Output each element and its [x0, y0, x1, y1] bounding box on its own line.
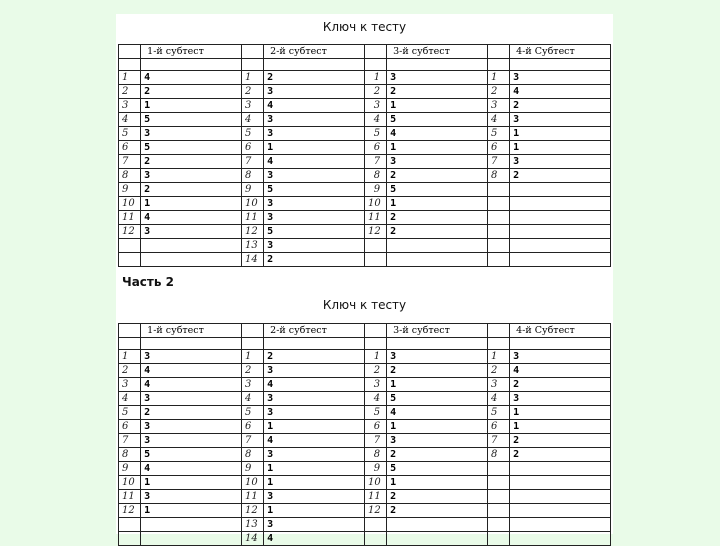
answer-cell — [510, 490, 611, 504]
subtest-header: 2-й субтест — [264, 45, 365, 59]
question-number: 7 — [487, 434, 509, 448]
question-number: 10 — [119, 197, 141, 211]
answer-cell: 3 — [264, 364, 365, 378]
answer-cell — [141, 253, 242, 267]
answer-cell: 2 — [387, 211, 488, 225]
question-number: 12 — [119, 504, 141, 518]
answer-cell — [510, 239, 611, 253]
question-number: 1 — [119, 71, 141, 85]
answer-cell: 2 — [387, 169, 488, 183]
answer-cell: 1 — [510, 141, 611, 155]
question-number: 6 — [487, 141, 509, 155]
answer-cell: 1 — [510, 420, 611, 434]
question-number: 6 — [241, 420, 263, 434]
question-number: 13 — [241, 518, 263, 532]
table-row — [119, 113, 611, 127]
answer-cell — [141, 532, 242, 546]
answer-cell — [510, 253, 611, 267]
question-number — [364, 239, 386, 253]
answer-cell: 3 — [387, 350, 488, 364]
question-number: 5 — [364, 406, 386, 420]
answer-cell: 3 — [141, 420, 242, 434]
question-number — [487, 197, 509, 211]
table-row — [119, 211, 611, 225]
answer-cell — [387, 532, 488, 546]
answer-cell: 4 — [141, 462, 242, 476]
question-number: 9 — [241, 462, 263, 476]
question-number: 8 — [241, 169, 263, 183]
answer-cell: 3 — [141, 127, 242, 141]
subtest-header: 4-й Субтест — [510, 324, 611, 338]
answer-cell: 3 — [264, 239, 365, 253]
question-number: 4 — [487, 392, 509, 406]
answer-cell: 3 — [510, 155, 611, 169]
question-number: 11 — [364, 490, 386, 504]
header-spacer — [241, 324, 263, 338]
question-number — [364, 532, 386, 546]
question-number: 1 — [487, 71, 509, 85]
question-number — [364, 253, 386, 267]
question-number: 13 — [241, 239, 263, 253]
question-number: 5 — [364, 127, 386, 141]
answer-cell: 3 — [264, 448, 365, 462]
table-row — [119, 448, 611, 462]
table-row — [119, 155, 611, 169]
question-number: 9 — [364, 183, 386, 197]
question-number — [487, 518, 509, 532]
question-number: 9 — [241, 183, 263, 197]
table-row — [119, 253, 611, 267]
answer-key-table-part2 — [118, 323, 611, 546]
question-number: 4 — [241, 113, 263, 127]
question-number: 8 — [364, 448, 386, 462]
answer-cell: 2 — [387, 490, 488, 504]
answer-cell: 3 — [387, 434, 488, 448]
table-row — [119, 462, 611, 476]
table-row — [119, 476, 611, 490]
question-number: 3 — [241, 378, 263, 392]
table-row — [119, 197, 611, 211]
header-spacer — [119, 45, 141, 59]
part-2-heading: Часть 2 — [122, 275, 174, 289]
answer-cell: 2 — [264, 350, 365, 364]
answer-cell: 1 — [387, 476, 488, 490]
question-number — [364, 518, 386, 532]
answer-cell: 2 — [387, 504, 488, 518]
question-number: 2 — [487, 364, 509, 378]
answer-cell: 3 — [264, 211, 365, 225]
question-number: 7 — [241, 434, 263, 448]
question-number: 3 — [119, 99, 141, 113]
answer-key-sheet — [116, 14, 613, 544]
answer-cell: 2 — [141, 85, 242, 99]
table-row — [119, 239, 611, 253]
question-number: 5 — [119, 127, 141, 141]
question-number: 4 — [364, 113, 386, 127]
answer-cell: 3 — [141, 350, 242, 364]
subtest-header: 1-й субтест — [141, 324, 242, 338]
answer-cell: 4 — [387, 406, 488, 420]
question-number: 5 — [241, 127, 263, 141]
answer-cell: 3 — [141, 490, 242, 504]
table-row — [119, 225, 611, 239]
question-number: 9 — [119, 462, 141, 476]
question-number: 3 — [119, 378, 141, 392]
table-row — [119, 490, 611, 504]
question-number: 9 — [119, 183, 141, 197]
question-number: 5 — [241, 406, 263, 420]
table-row — [119, 364, 611, 378]
header-spacer — [364, 324, 386, 338]
answer-cell: 1 — [264, 420, 365, 434]
answer-cell: 4 — [264, 434, 365, 448]
answer-cell: 5 — [387, 113, 488, 127]
question-number: 6 — [119, 420, 141, 434]
question-number — [119, 532, 141, 546]
question-number: 8 — [119, 448, 141, 462]
question-number — [487, 225, 509, 239]
question-number: 11 — [119, 490, 141, 504]
header-row — [119, 324, 611, 338]
answer-cell: 2 — [264, 71, 365, 85]
answer-cell — [387, 253, 488, 267]
answer-cell: 5 — [387, 462, 488, 476]
answer-cell: 5 — [264, 225, 365, 239]
subtest-header: 3-й субтест — [387, 45, 488, 59]
answer-cell — [510, 183, 611, 197]
question-number: 12 — [241, 225, 263, 239]
header-spacer — [364, 45, 386, 59]
question-number: 1 — [119, 350, 141, 364]
table-row — [119, 532, 611, 546]
answer-cell: 1 — [264, 476, 365, 490]
question-number: 2 — [119, 85, 141, 99]
answer-cell: 1 — [387, 420, 488, 434]
answer-key-table-part1 — [118, 44, 611, 267]
answer-cell: 1 — [387, 197, 488, 211]
question-number: 8 — [364, 169, 386, 183]
subtest-header: 4-й Субтест — [510, 45, 611, 59]
header-spacer — [487, 324, 509, 338]
question-number: 6 — [241, 141, 263, 155]
answer-cell: 1 — [387, 378, 488, 392]
table-row — [119, 420, 611, 434]
answer-cell: 3 — [387, 71, 488, 85]
question-number: 10 — [364, 476, 386, 490]
table-row — [119, 169, 611, 183]
question-number: 14 — [241, 253, 263, 267]
answer-cell: 3 — [510, 71, 611, 85]
question-number: 6 — [119, 141, 141, 155]
question-number — [487, 490, 509, 504]
header-spacer — [241, 45, 263, 59]
answer-cell — [510, 518, 611, 532]
table-row — [119, 378, 611, 392]
answer-cell: 4 — [141, 364, 242, 378]
answer-cell: 3 — [141, 434, 242, 448]
question-number: 8 — [119, 169, 141, 183]
question-number: 12 — [119, 225, 141, 239]
question-number: 1 — [364, 71, 386, 85]
question-number: 1 — [241, 350, 263, 364]
question-number: 3 — [364, 99, 386, 113]
answer-cell: 2 — [264, 253, 365, 267]
question-number — [119, 253, 141, 267]
question-number — [487, 504, 509, 518]
question-number: 8 — [487, 448, 509, 462]
answer-cell: 1 — [264, 141, 365, 155]
question-number: 5 — [487, 406, 509, 420]
table-row — [119, 350, 611, 364]
answer-cell: 1 — [141, 504, 242, 518]
answer-cell: 1 — [510, 406, 611, 420]
answer-cell: 2 — [141, 406, 242, 420]
spacer-row — [119, 338, 611, 350]
answer-cell — [141, 239, 242, 253]
answer-cell: 3 — [510, 350, 611, 364]
header-row — [119, 45, 611, 59]
answer-cell — [387, 518, 488, 532]
table-row — [119, 85, 611, 99]
question-number: 11 — [364, 211, 386, 225]
table-row — [119, 434, 611, 448]
question-number: 1 — [364, 350, 386, 364]
header-spacer — [119, 324, 141, 338]
answer-cell: 3 — [264, 490, 365, 504]
question-number: 7 — [241, 155, 263, 169]
answer-cell: 1 — [387, 99, 488, 113]
question-number: 7 — [487, 155, 509, 169]
question-number: 4 — [119, 392, 141, 406]
table-row — [119, 71, 611, 85]
answer-cell — [510, 197, 611, 211]
question-number: 10 — [241, 197, 263, 211]
answer-cell: 2 — [387, 364, 488, 378]
answer-cell: 2 — [510, 169, 611, 183]
answer-cell: 5 — [141, 448, 242, 462]
answer-cell: 4 — [141, 211, 242, 225]
answer-cell: 4 — [264, 378, 365, 392]
answer-cell: 1 — [141, 99, 242, 113]
answer-cell: 1 — [141, 197, 242, 211]
question-number — [119, 518, 141, 532]
table-row — [119, 406, 611, 420]
question-number: 7 — [364, 434, 386, 448]
answer-cell — [510, 211, 611, 225]
answer-cell: 3 — [141, 392, 242, 406]
answer-cell: 3 — [141, 225, 242, 239]
answer-cell: 2 — [510, 99, 611, 113]
table-row — [119, 183, 611, 197]
table-row — [119, 141, 611, 155]
spacer-row — [119, 59, 611, 71]
question-number: 1 — [487, 350, 509, 364]
question-number: 6 — [487, 420, 509, 434]
subtest-header: 3-й субтест — [387, 324, 488, 338]
question-number: 4 — [487, 113, 509, 127]
question-number: 12 — [364, 504, 386, 518]
question-number: 11 — [241, 490, 263, 504]
question-number: 3 — [364, 378, 386, 392]
question-number: 1 — [241, 71, 263, 85]
answer-cell: 3 — [264, 169, 365, 183]
subtest-header: 2-й субтест — [264, 324, 365, 338]
question-number: 3 — [487, 99, 509, 113]
answer-cell: 3 — [264, 518, 365, 532]
question-number: 2 — [119, 364, 141, 378]
answer-cell: 2 — [141, 183, 242, 197]
answer-cell: 2 — [510, 448, 611, 462]
question-number: 5 — [119, 406, 141, 420]
question-number — [119, 239, 141, 253]
answer-cell: 2 — [141, 155, 242, 169]
question-number: 8 — [241, 448, 263, 462]
answer-cell: 1 — [510, 127, 611, 141]
answer-cell: 1 — [387, 141, 488, 155]
answer-cell: 3 — [510, 113, 611, 127]
question-number: 4 — [119, 113, 141, 127]
question-number: 7 — [364, 155, 386, 169]
answer-cell: 5 — [141, 113, 242, 127]
answer-cell: 4 — [264, 155, 365, 169]
answer-cell: 3 — [264, 392, 365, 406]
header-spacer — [487, 45, 509, 59]
answer-cell: 3 — [387, 155, 488, 169]
question-number: 3 — [487, 378, 509, 392]
answer-cell: 3 — [264, 85, 365, 99]
answer-cell: 2 — [387, 225, 488, 239]
question-number: 14 — [241, 532, 263, 546]
answer-cell: 3 — [264, 406, 365, 420]
question-number: 11 — [241, 211, 263, 225]
table-row — [119, 504, 611, 518]
answer-cell: 4 — [141, 71, 242, 85]
question-number: 10 — [119, 476, 141, 490]
question-number — [487, 183, 509, 197]
answer-cell: 4 — [264, 99, 365, 113]
question-number: 7 — [119, 434, 141, 448]
answer-cell — [510, 225, 611, 239]
answer-cell: 2 — [510, 434, 611, 448]
answer-cell: 1 — [264, 504, 365, 518]
table-row — [119, 518, 611, 532]
question-number — [487, 239, 509, 253]
answer-cell: 1 — [141, 476, 242, 490]
answer-cell — [141, 518, 242, 532]
answer-cell: 4 — [510, 85, 611, 99]
question-number: 6 — [364, 141, 386, 155]
answer-cell: 2 — [510, 378, 611, 392]
question-number: 5 — [487, 127, 509, 141]
question-number: 8 — [487, 169, 509, 183]
question-number: 2 — [241, 85, 263, 99]
question-number: 7 — [119, 155, 141, 169]
answer-cell — [510, 504, 611, 518]
table-row — [119, 392, 611, 406]
answer-cell: 3 — [264, 197, 365, 211]
answer-cell: 5 — [387, 392, 488, 406]
question-number: 4 — [364, 392, 386, 406]
question-number — [487, 462, 509, 476]
key-title-part2: Ключ к тесту — [322, 298, 407, 312]
question-number — [487, 476, 509, 490]
answer-cell: 4 — [510, 364, 611, 378]
key-title-part1: Ключ к тесту — [322, 20, 407, 34]
table-row — [119, 127, 611, 141]
answer-cell — [510, 532, 611, 546]
answer-cell: 5 — [264, 183, 365, 197]
question-number: 3 — [241, 99, 263, 113]
answer-cell: 2 — [387, 85, 488, 99]
question-number: 2 — [487, 85, 509, 99]
answer-cell: 4 — [387, 127, 488, 141]
question-number — [487, 253, 509, 267]
question-number: 12 — [241, 504, 263, 518]
question-number: 9 — [364, 462, 386, 476]
question-number: 2 — [364, 364, 386, 378]
answer-cell: 5 — [387, 183, 488, 197]
question-number: 11 — [119, 211, 141, 225]
question-number: 6 — [364, 420, 386, 434]
question-number: 2 — [241, 364, 263, 378]
question-number: 10 — [241, 476, 263, 490]
answer-cell — [510, 476, 611, 490]
answer-cell — [387, 239, 488, 253]
question-number — [487, 211, 509, 225]
table-row — [119, 99, 611, 113]
question-number: 4 — [241, 392, 263, 406]
question-number — [487, 532, 509, 546]
answer-cell: 1 — [264, 462, 365, 476]
answer-cell: 5 — [141, 141, 242, 155]
answer-cell: 3 — [510, 392, 611, 406]
question-number: 2 — [364, 85, 386, 99]
answer-cell: 4 — [141, 378, 242, 392]
answer-cell: 3 — [141, 169, 242, 183]
answer-cell: 4 — [264, 532, 365, 546]
subtest-header: 1-й субтест — [141, 45, 242, 59]
answer-cell: 2 — [387, 448, 488, 462]
answer-cell: 3 — [264, 113, 365, 127]
question-number: 12 — [364, 225, 386, 239]
answer-cell: 3 — [264, 127, 365, 141]
answer-cell — [510, 462, 611, 476]
question-number: 10 — [364, 197, 386, 211]
